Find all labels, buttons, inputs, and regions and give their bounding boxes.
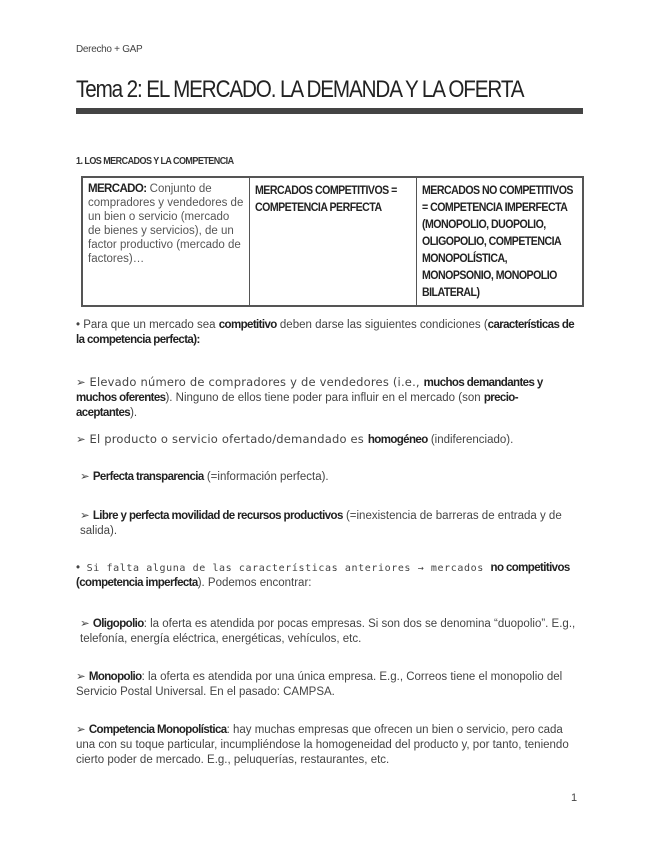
table-cell-no-competitivos [417, 177, 584, 306]
text-run: : hay muchas empresas que ofrecen un bien o servicio, pero cada una con su toque particular, incumpliéndose la homogeneidad del producto y, por tanto, teniendo cierto poder de mercado. E.g., peluquerías, restaurantes, etc. [76, 724, 569, 766]
table-row [82, 177, 583, 306]
text-run: ). Podemos encontrar: [197, 577, 312, 589]
bold-term: competitivo [218, 319, 277, 331]
paragraph-compradores [76, 375, 576, 421]
arrow-bullet-icon: ➢ [80, 471, 90, 483]
table-cell-mercado [82, 177, 250, 306]
bold-term: Oligopolio [92, 618, 144, 630]
title-underline [76, 108, 583, 114]
bullet-icon: • [76, 562, 81, 574]
bold-term: Perfecta transparencia [92, 471, 204, 483]
paragraph-transparencia [80, 470, 580, 485]
text-run: deben darse las siguientes condiciones ( [276, 319, 488, 331]
arrow-bullet-icon: ➢ [80, 510, 90, 522]
bold-term: homogéneo [367, 434, 428, 446]
page-title: Tema 2: EL MERCADO. LA DEMANDA Y LA OFERTA [76, 76, 524, 103]
no-competitivos-label: MERCADOS NO COMPETITIVOS = COMPETENCIA IMPERFECTA (MONOPOLIO, DUOPOLIO, OLIGOPOLIO, COMPETENCIA MONOPOLÍSTICA, MONOPSONIO, MONOPOLIO BILATERAL) [422, 183, 573, 299]
markets-table [81, 176, 584, 307]
text-run: Si falta alguna de las características anteriores → mercados [80, 563, 491, 574]
document-header: Derecho + GAP [76, 44, 143, 55]
arrow-bullet-icon: ➢ [76, 724, 86, 736]
bold-term: Libre y perfecta movilidad de recursos productivos [92, 510, 343, 522]
paragraph-no-competitivos [76, 561, 576, 591]
arrow-bullet-icon: ➢ [80, 618, 90, 630]
text-run: (=información perfecta). [203, 471, 329, 483]
bold-term: Monopolio [88, 671, 142, 683]
bold-term: características de la competencia perfecta): [76, 319, 575, 346]
arrow-bullet-icon: ➢ [76, 377, 86, 389]
arrow-bullet-icon: ➢ [76, 671, 86, 683]
arrow-bullet-icon: ➢ [76, 434, 86, 446]
text-run: (indiferenciado). [427, 434, 514, 446]
paragraph-competencia-monopolistica [76, 723, 576, 768]
text-run: (=inexistencia de barreras de entrada y de salida). [80, 510, 562, 537]
bold-term: no competitivos (competencia imperfecta [76, 562, 570, 589]
paragraph-movilidad [80, 509, 576, 539]
paragraph-oligopolio [80, 617, 576, 647]
page-number: 1 [571, 792, 578, 804]
paragraph-homogeneo [76, 432, 576, 448]
bold-term: precio-aceptantes [76, 392, 518, 419]
mercado-definition: Conjunto de compradores y vendedores de un bien o servicio (mercado de bienes y servicios), de un factor productivo (mercado de factores)… [88, 183, 244, 265]
bold-term: Competencia Monopolística [88, 724, 227, 736]
bullet-icon: • [76, 319, 81, 331]
table-cell-competitivos [250, 177, 417, 306]
text-run: Para que un mercado sea [80, 319, 219, 331]
mercado-term: MERCADO: [88, 183, 147, 195]
text-run: : la oferta es atendida por pocas empresas. Si son dos se denomina “duopolio”. E.g., telefonía, energía eléctrica, energéticas, vehículos, etc. [80, 618, 576, 645]
competitivos-label: MERCADOS COMPETITIVOS = COMPETENCIA PERFECTA [255, 183, 397, 214]
text-run: Elevado número de compradores y de vendedores (i.e., [85, 375, 424, 389]
section-heading: 1. LOS MERCADOS Y LA COMPETENCIA [76, 156, 234, 167]
text-run: : la oferta es atendida por una única empresa. E.g., Correos tiene el monopolio del Servicio Postal Universal. En el pasado: CAMPSA. [76, 671, 563, 698]
text-run: El producto o servicio ofertado/demandado es [85, 432, 368, 446]
text-run: ). Ninguno de ellos tiene poder para influir en el mercado (son [165, 392, 484, 404]
bold-term: muchos demandantes y muchos oferentes [76, 377, 543, 404]
text-run: ). [130, 407, 138, 419]
paragraph-condiciones [76, 318, 576, 348]
paragraph-monopolio [76, 670, 576, 700]
